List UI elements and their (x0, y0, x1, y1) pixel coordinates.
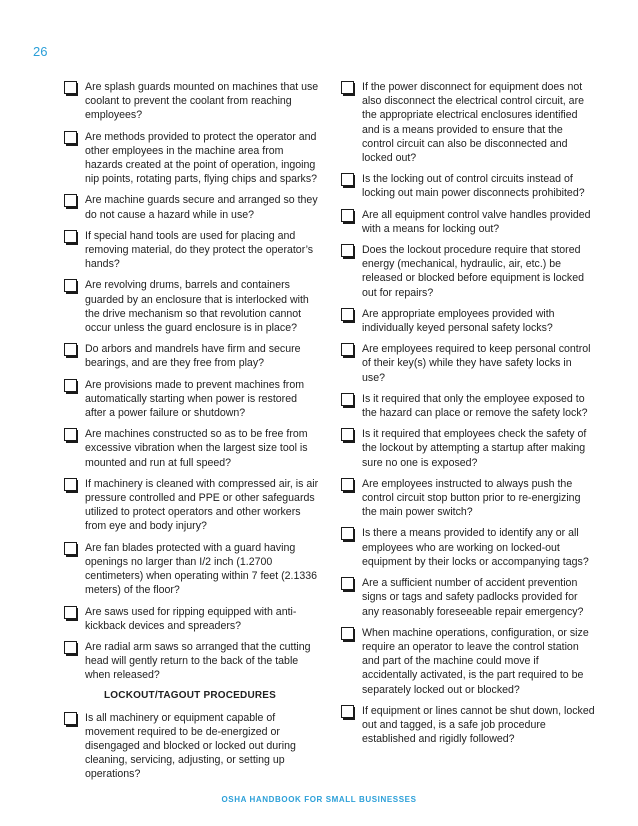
checklist-item (341, 626, 596, 697)
checklist-question: Are methods provided to protect the operator and other employees in the machine area from hazards created at the point of operation, ingoing nip points, rotating parts, flying chips and sparks? (85, 130, 318, 186)
checklist-question: Are a sufficient number of accident prevention signs or tags and safety padlocks provided for any reasonably foreseeable repair emergency? (362, 577, 584, 618)
left-column (64, 80, 319, 789)
checkbox[interactable] (341, 393, 355, 407)
checklist-question: Are employees instructed to always push the control circuit stop button prior to re-energizing the main power switch? (362, 477, 581, 519)
checkbox[interactable] (64, 279, 78, 293)
checklist-item (64, 278, 319, 335)
checkbox[interactable] (64, 343, 78, 357)
checklist-question: If equipment or lines cannot be shut down, locked out and tagged, is a safe job procedure established and rigidly followed? (362, 704, 595, 746)
checkbox[interactable] (341, 343, 355, 357)
checklist-question: If special hand tools are used for placing and removing material, do they protect the operator’s hands? (85, 229, 314, 271)
checklist-item (64, 130, 319, 187)
checkbox[interactable] (64, 428, 78, 442)
checklist-question: Are machine guards secure and arranged so they do not cause a hazard while in use? (85, 194, 318, 221)
checklist-question: Are provisions made to prevent machines from automatically starting when power is restored after a power failure or shutdown? (85, 378, 305, 420)
checklist-item (341, 80, 596, 165)
checklist-item (341, 477, 596, 520)
checklist-question: If the power disconnect for equipment does not also disconnect the electrical control circuit, are the appropriate electrical enclosures identified and is a means provided to ensure that the control circuit can also be disconnected and locked out? (362, 81, 584, 165)
left-checklist (64, 80, 319, 683)
page-number: 26 (33, 44, 48, 59)
checkbox[interactable] (64, 542, 78, 556)
checklist-item (341, 704, 596, 747)
checklist-item (341, 526, 596, 569)
checklist-question: Is it required that employees check the safety of the lockout by attempting a startup after making sure no one is exposed? (362, 428, 587, 469)
checkbox[interactable] (64, 379, 78, 393)
checklist-item (341, 392, 596, 420)
checklist-item (64, 605, 319, 633)
footer-title: OSHA HANDBOOK FOR SMALL BUSINESSES (221, 795, 417, 804)
section-heading-lockout: LOCKOUT/TAGOUT PROCEDURES (104, 689, 277, 701)
checklist-question: Are saws used for ripping equipped with anti-kickback devices and spreaders? (85, 605, 297, 632)
checklist-item (64, 193, 319, 221)
checklist-item (341, 307, 596, 335)
checklist-question: Are all equipment control valve handles provided with a means for locking out? (362, 208, 591, 235)
checklist-question: Are revolving drums, barrels and containers guarded by an enclosure that is interlocked with the drive mechanism so that revolution cannot occur unless the guard enclosure is in place? (85, 279, 309, 335)
checklist-question: Are employees required to keep personal control of their key(s) while they have safety locks in use? (362, 343, 591, 384)
checklist-item (64, 541, 319, 598)
checkbox[interactable] (64, 478, 78, 492)
checkbox[interactable] (341, 244, 355, 258)
checklist-item (64, 427, 319, 470)
checklist-item (64, 229, 319, 272)
checkbox[interactable] (64, 606, 78, 620)
checklist-item (64, 711, 319, 782)
checklist-item (64, 80, 319, 123)
checklist-question: Are splash guards mounted on machines that use coolant to prevent the coolant from reaching employees? (85, 81, 319, 122)
checklist-item (341, 576, 596, 619)
checklist-item (341, 208, 596, 236)
checklist-question: When machine operations, configuration, or size require an operator to leave the control station and part of the machine could move if accidentally activated, is the part required to be separately locked out or blocked? (362, 626, 589, 696)
checkbox[interactable] (64, 712, 78, 726)
checklist-item (64, 477, 319, 534)
checkbox[interactable] (341, 478, 355, 492)
checklist-item (341, 172, 596, 200)
checklist-item (341, 427, 596, 470)
checkbox[interactable] (341, 705, 355, 719)
checkbox[interactable] (64, 131, 78, 145)
checkbox[interactable] (341, 173, 355, 187)
checklist-question: Do arbors and mandrels have firm and secure bearings, and are they free from play? (85, 343, 301, 370)
lockout-checklist-left (64, 711, 319, 782)
checklist-question: Are appropriate employees provided with individually keyed personal safety locks? (362, 307, 555, 335)
checkbox[interactable] (64, 230, 78, 244)
checklist-item (341, 243, 596, 300)
checkbox[interactable] (64, 81, 78, 95)
checklist-question: If machinery is cleaned with compressed air, is air pressure controlled and PPE or other safeguards utilized to protect operators and other workers from eye and body injury? (85, 477, 319, 533)
checklist-item (64, 640, 319, 683)
checkbox[interactable] (341, 577, 355, 591)
checklist-item (64, 342, 319, 370)
lockout-checklist-right (341, 80, 596, 746)
checkbox[interactable] (341, 308, 355, 322)
checklist-question: Does the lockout procedure require that stored energy (mechanical, hydraulic, air, etc.) be released or blocked before equipment is locked out for repairs? (362, 244, 585, 299)
checklist-question: Are fan blades protected with a guard having openings no larger than I/2 inch (1.2700 centimeters) when operating within 7 feet (2.1336 meters) of the floor? (85, 541, 318, 597)
checklist-question: Is there a means provided to identify any or all employees who are working on locked-out equipment by their locks or accompanying tags? (362, 527, 589, 568)
checkbox[interactable] (341, 527, 355, 541)
checkbox[interactable] (64, 194, 78, 208)
checkbox[interactable] (341, 81, 355, 95)
checklist-question: Are machines constructed so as to be free from excessive vibration when the largest size tool is mounted and run at full speed? (85, 428, 308, 469)
checkbox[interactable] (341, 428, 355, 442)
checklist-question: Is all machinery or equipment capable of movement required to be de-energized or disengaged and blocked or locked out during cleaning, servicing, adjusting, or setting up operations? (85, 711, 296, 781)
checklist-question: Are radial arm saws so arranged that the cutting head will gently return to the back of the table when released? (85, 640, 311, 682)
checkbox[interactable] (64, 641, 78, 655)
checklist-question: Is it required that only the employee exposed to the hazard can place or remove the safety lock? (362, 392, 588, 420)
checkbox[interactable] (341, 627, 355, 641)
right-column (341, 80, 596, 753)
checklist-question: Is the locking out of control circuits instead of locking out main power disconnects prohibited? (362, 173, 585, 200)
checkbox[interactable] (341, 209, 355, 223)
checklist-item (64, 378, 319, 421)
checklist-item (341, 342, 596, 385)
